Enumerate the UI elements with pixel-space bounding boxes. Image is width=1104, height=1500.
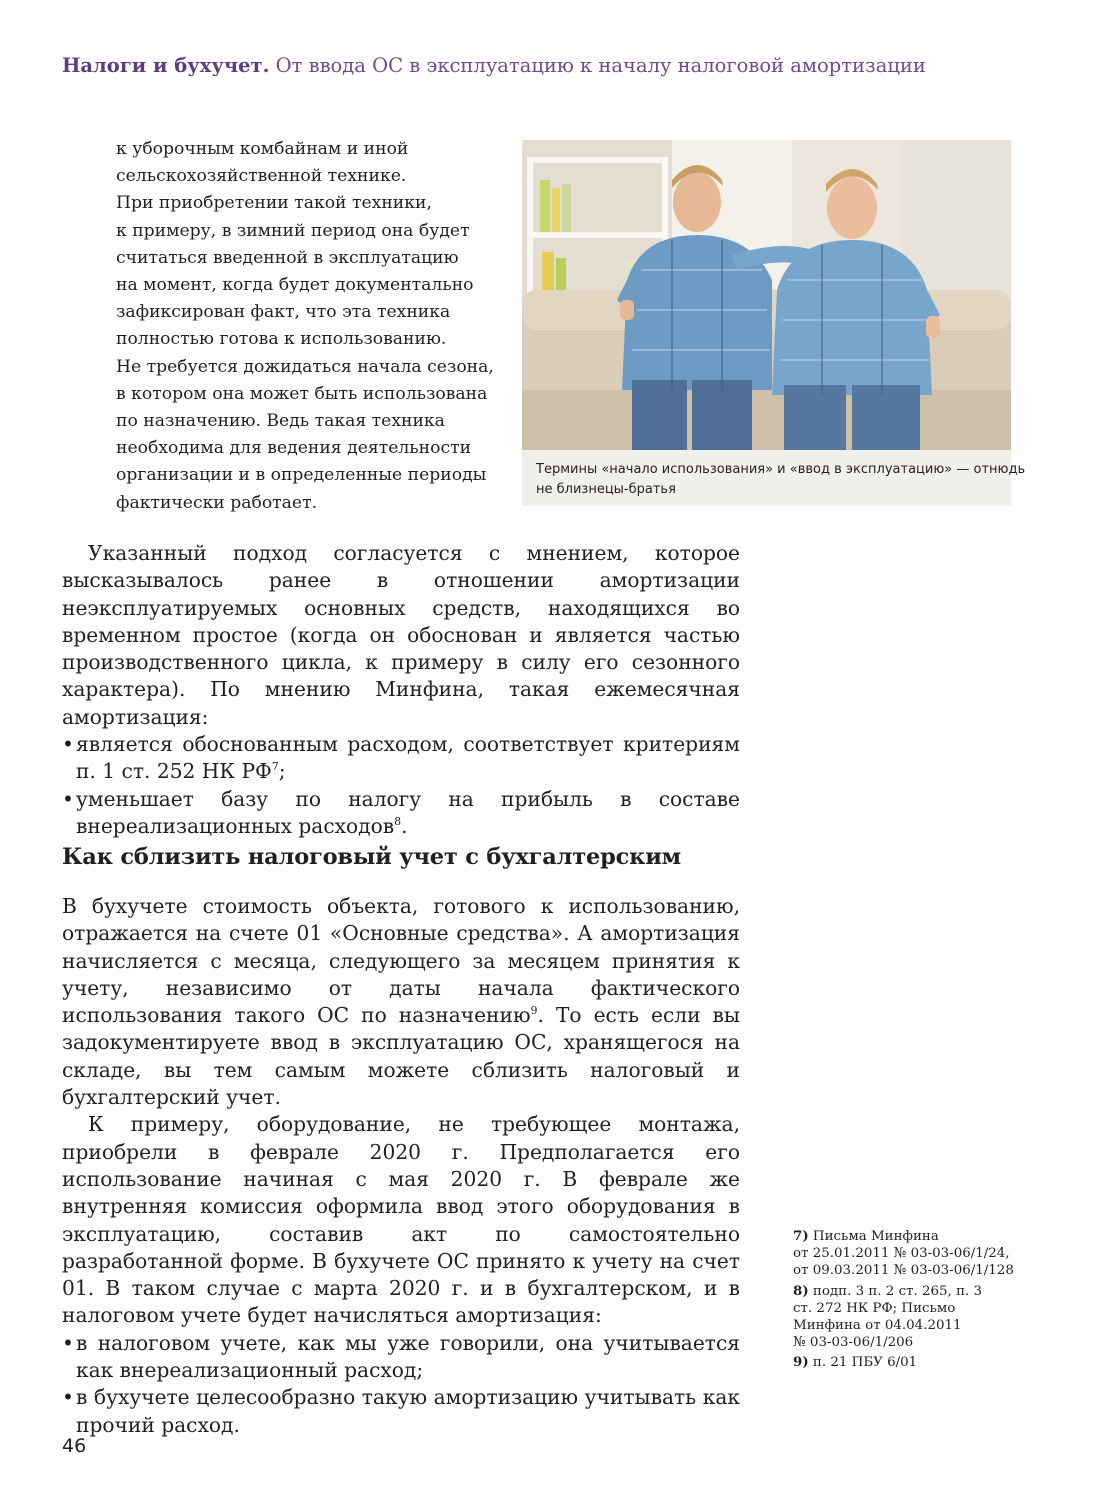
paragraph-text: В бухучете стоимость объекта, готового к использованию, отражается на счете 01 «Основные средства». А амортизация начисляется с месяца, следующего за месяцем принятия к учету, независимо от даты начала фактического использования такого ОС по назначению: [62, 894, 740, 1028]
footnote-line: подп. 3 п. 2 ст. 265, п. 3: [812, 1283, 983, 1299]
list-item-text: уменьшает базу по налогу на прибыль в составе внереализационных расходов: [76, 786, 740, 838]
footnote-ref[interactable]: 9: [530, 1004, 538, 1018]
body-text-lower: [62, 893, 740, 1439]
side-text-line: При приобретении такой техники,: [116, 193, 432, 214]
side-text-line: зафиксирован факт, что эта техника: [116, 302, 451, 323]
paragraph: [62, 893, 740, 1111]
side-text-line: к примеру, в зимний период она будет: [116, 220, 470, 241]
footnote-number: 8): [793, 1282, 809, 1299]
caption-line: не близнецы-братья: [536, 481, 676, 497]
side-text-line: полностью готова к использованию.: [116, 329, 447, 350]
footnote-ref[interactable]: 7: [271, 760, 279, 774]
footnote-line: Минфина от 04.04.2011: [793, 1318, 962, 1334]
paragraph: Указанный подход согласуется с мнением, которое высказывалось ранее в отношении амортизации неэксплуатируемых основных средств, находящихся во временном простое (когда он обоснован и является частью производственного цикла, к примеру в силу его сезонного характера). По мнению Минфина, такая ежемесячная амортизация:: [62, 541, 740, 729]
running-header: [62, 54, 1042, 77]
side-text-line: сельскохозяйственной технике.: [116, 166, 407, 187]
section-heading: Как сблизить налоговый учет с бухгалтерским: [62, 844, 682, 870]
photo-caption: [536, 460, 1026, 499]
list-item: [62, 731, 740, 786]
side-text-line: организации и в определенные периоды: [116, 465, 487, 486]
body-text-upper: [62, 540, 740, 840]
side-text-line: необходима для ведения деятельности: [116, 438, 472, 459]
side-text-line: Не требуется дожидаться начала сезона,: [116, 356, 494, 377]
bullet-list: [62, 731, 740, 840]
side-text-line: по назначению. Ведь такая техника: [116, 411, 445, 432]
side-text-line: фактически работает.: [116, 492, 318, 513]
footnote-line: Письма Минфина: [812, 1229, 939, 1244]
list-item-text: является обоснованным расходом, соответствует критериям п. 1 ст. 252 НК РФ: [76, 732, 740, 784]
footnote-line: от 09.03.2011 № 03-03-06/1/128: [793, 1263, 1014, 1279]
caption-line: Термины «начало использования» и «ввод в эксплуатацию» — отнюдь: [536, 462, 1026, 477]
paragraph: К примеру, оборудование, не требующее монтажа, приобрели в феврале 2020 г. Предполагается его использование начиная с мая 2020 г. В феврале же внутренняя комиссия оформила ввод этого оборудования в эксплуатацию, составив акт по самостоятельно разработанной форме. В бухучете ОС принято к учету на счет 01. В таком случае с марта 2020 г. и в бухгалтерском, и в налоговом учете будет начисляться амортизация:: [62, 1112, 740, 1328]
paragraph-text: . То есть если вы задокументируете ввод в эксплуатацию ОС, хранящегося на складе, вы тем самым можете сблизить налоговый и бухгалтерский учет.: [62, 1003, 740, 1110]
photo-figure: [522, 140, 1026, 506]
page-number: 46: [62, 1435, 87, 1457]
footnote: [793, 1228, 1033, 1280]
footnote-line: п. 21 ПБУ 6/01: [812, 1355, 918, 1371]
footnote: [793, 1354, 1033, 1371]
side-text-line: к уборочным комбайнам и иной: [116, 139, 409, 159]
list-item-tail: ;: [278, 759, 286, 784]
list-item: • в бухучете целесообразно такую амортизацию учитывать как прочий расход.: [62, 1384, 740, 1439]
bullet-list: [62, 1330, 740, 1439]
twins-photo-illustration: [522, 140, 1011, 450]
list-item-tail: .: [401, 813, 408, 838]
side-text-line: считаться введенной в эксплуатацию: [116, 247, 459, 268]
footnotes: [793, 1228, 1033, 1375]
footnote: [793, 1283, 1033, 1352]
footnote-number: 7): [793, 1228, 809, 1244]
side-text-line: на момент, когда будет документально: [116, 275, 474, 296]
footnote-line: от 25.01.2011 № 03-03-06/1/24,: [793, 1246, 1010, 1262]
list-item: [62, 786, 740, 841]
footnote-line: ст. 272 НК РФ; Письмо: [793, 1300, 956, 1316]
side-text-line: в котором она может быть использована: [116, 383, 488, 404]
twins-photo: [522, 140, 1011, 450]
footnote-number: 9): [793, 1354, 809, 1371]
header-title: От ввода ОС в эксплуатацию к началу налоговой амортизации: [275, 54, 926, 77]
side-text-block: [116, 136, 494, 517]
footnote-line: № 03-03-06/1/206: [793, 1335, 914, 1351]
header-section: Налоги и бухучет.: [62, 54, 270, 77]
footnote-ref[interactable]: 8: [394, 814, 402, 828]
list-item: • в налоговом учете, как мы уже говорили, она учитывается как внереализационный расход;: [62, 1330, 740, 1385]
